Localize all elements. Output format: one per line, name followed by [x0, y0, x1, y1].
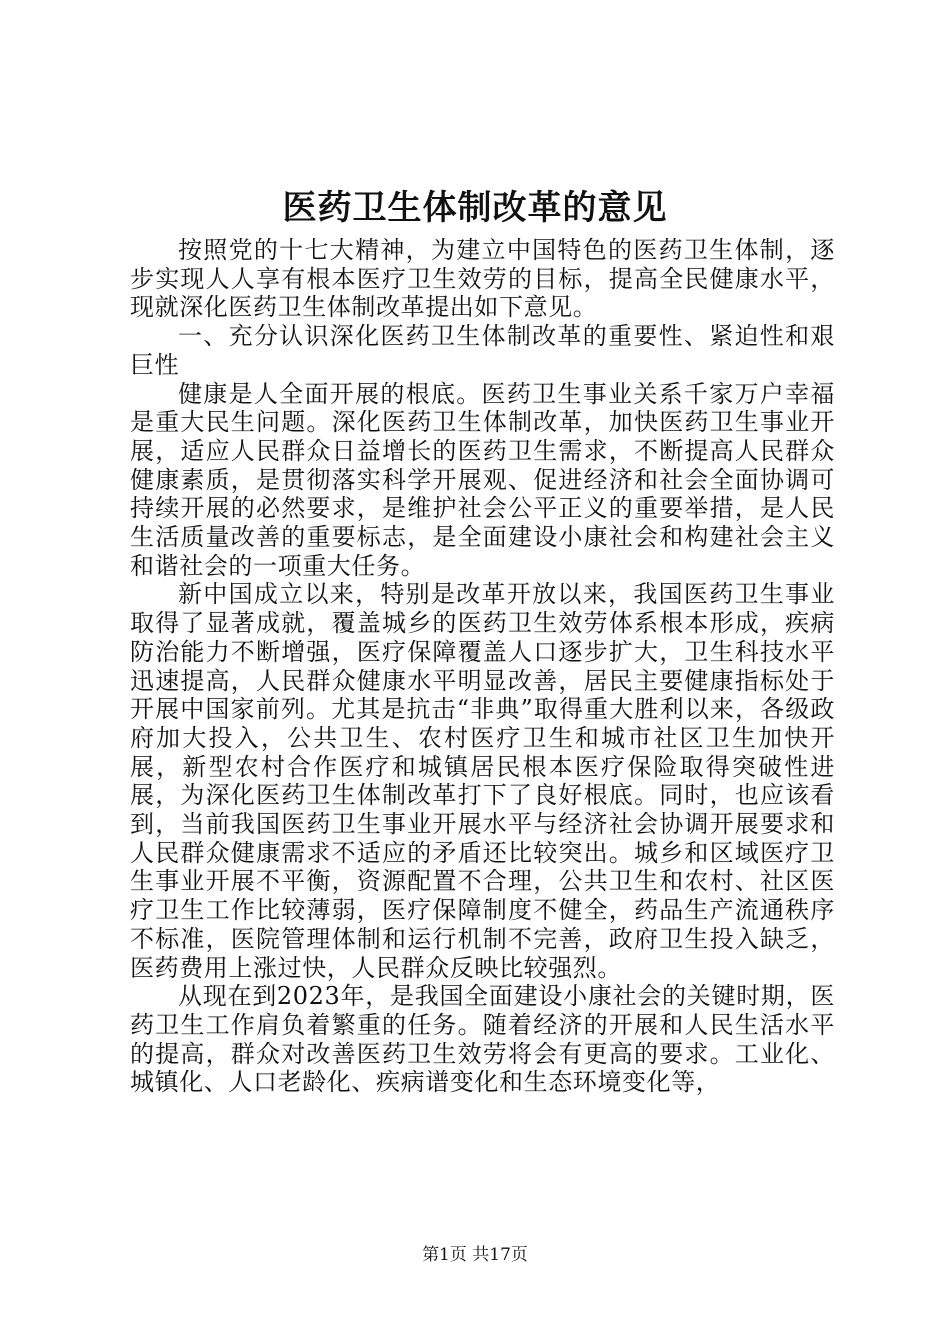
document-title: 医药卫生体制改革的意见 — [282, 188, 668, 228]
paragraph-health: 健康是人全面开展的根底。医药卫生事业关系千家万户幸福是重大民生问题。深化医药卫生体制改革，加快医药卫生事业开展，适应人民群众日益增长的医药卫生需求，不断提高人民群众健康素质，是贯彻落实科学开展观、促进经济和社会全面协调可持续开展的必然要求，是维护社会公平正义的重要举措，是人民生活质量改善的重要标志，是全面建设小康社会和构建社会主义和谐社会的一项重大任务。 — [130, 379, 835, 580]
page-footer: 第1页 共17页 — [422, 1245, 528, 1265]
paragraph-achievements: 新中国成立以来，特别是改革开放以来，我国医药卫生事业取得了显著成就，覆盖城乡的医药卫生效劳体系根本形成，疾病防治能力不断增强，医疗保障覆盖人口逐步扩大，卫生科技水平迅速提高，人民群众健康水平明显改善，居民主要健康指标处于开展中国家前列。尤其是抗击“非典”取得重大胜利以来，各级政府加大投入，公共卫生、农村医疗卫生和城市社区卫生加快开展，新型农村合作医疗和城镇居民根本医疗保险取得突破性进展，为深化医药卫生体制改革打下了良好根底。同时，也应该看到，当前我国医药卫生事业开展水平与经济社会协调开展要求和人民群众健康需求不适应的矛盾还比较突出。城乡和区域医疗卫生事业开展不平衡，资源配置不合理，公共卫生和农村、社区医疗卫生工作比较薄弱，医疗保障制度不健全，药品生产流通秩序不标准，医院管理体制和运行机制不完善，政府卫生投入缺乏，医药费用上涨过快，人民群众反映比较强烈。 — [130, 580, 835, 982]
paragraph-outlook: 从现在到2023年，是我国全面建设小康社会的关键时期，医药卫生工作肩负着繁重的任务。随着经济的开展和人民生活水平的提高，群众对改善医药卫生效劳将会有更高的要求。工业化、城镇化、人口老龄化、疾病谱变化和生态环境变化等， — [130, 982, 835, 1097]
document-body — [130, 236, 835, 1097]
paragraph-intro: 按照党的十七大精神，为建立中国特色的医药卫生体制，逐步实现人人享有根本医疗卫生效劳的目标，提高全民健康水平，现就深化医药卫生体制改革提出如下意见。 — [130, 236, 835, 322]
section-heading-1: 一、充分认识深化医药卫生体制改革的重要性、紧迫性和艰巨性 — [130, 322, 835, 379]
